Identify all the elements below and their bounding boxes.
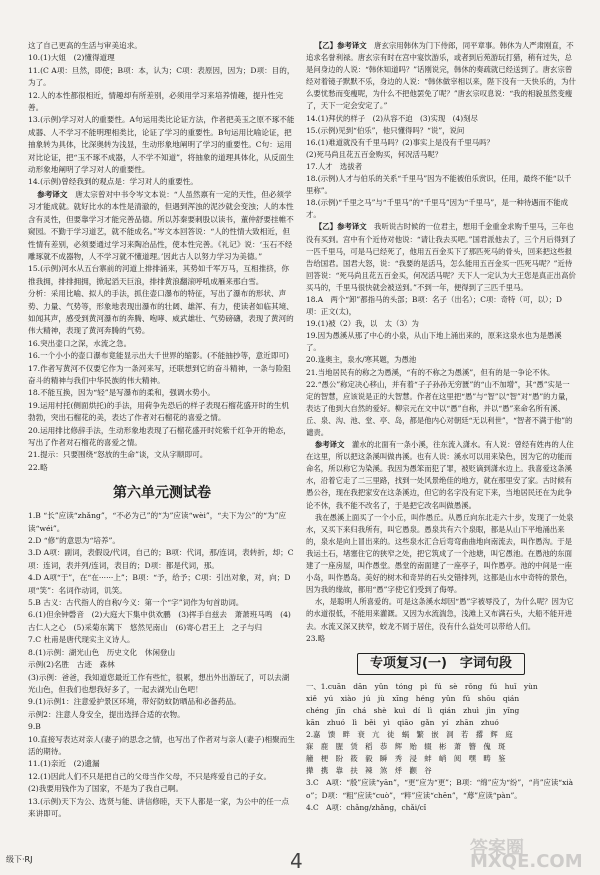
- answer-line: 这了自己更高的生活与审美追求。: [28, 41, 142, 50]
- right-answers-e: [306, 633, 576, 645]
- answer-line: 6.(1)但余钟磬音 (2)大庭大下集中供欢鹏 (3)挥手自兹去 萧萧班马鸣 (4)古仁人之心 (5)采菊东篱下 悠然见南山 (6)寄心君王上 之子与归: [28, 610, 291, 632]
- answer-line: 3.D A项：副词，表假设/代词，自己的；B项：代词，那/连词，表转折，却；C项：连词，表并列/连词，表目的；D项：都是代词，那。: [28, 548, 294, 570]
- answer-line: (3)示例：爸爸，我知道您最近工作有些忙，很累，想出外出游玩了，可以去湖光山色，但我们也想我好多了，一起去湖光山色吧！: [28, 672, 290, 694]
- answer-line: 16.一个小小的壶口瀑布竟能显示出大千世界的缩影。(不能抽抄等，意近即可): [28, 351, 289, 361]
- answer-line: 18.不能互换，因为“轻”是写瀑布的柔和，强调水势小。: [28, 388, 215, 398]
- reference-translation-4b: 我在愚溪上面买了一个小丘，叫作愚丘。从愚丘向东北走六十步，发现了一处泉水，又买下来归我所有，叫它愚泉。愚泉共有六个泉眼，都是从山下平地涌出来的，泉水是向上冒出来的。这些泉水汇合后弯弯曲曲地向南流去，叫作愚沟。于是我运土石，堵塞住它的狭窄之处，把它筑成了一个池塘，叫它愚池。在愚池的东面建了一座房屋，叫作愚堂。愚堂的南面建了一座亭子，叫作愚亭。池的中间是一座小岛，叫作愚岛。美好的树木和奇异的石头交错排列，这都是山水中奇特的景色，因为我的缘故，都用“愚”字使它们受到了侮辱。: [306, 512, 574, 595]
- answer-line: 2.嘉 馈 畔 衰 亢 徒 蜗 繁 嵌 洞 若 撂 辉 庭: [306, 730, 513, 740]
- right-answers-c: [306, 113, 576, 222]
- answer-line: 一、1.cuān dān yǔn tóng pì fú sè rǒng fú huǐ yùn: [306, 681, 538, 691]
- answer-line: 22.“愚公”称定决心移山，并有着“子子孙孙无穷匮”的“山不加增”，其“愚”实是一定的智慧，应该说是正的大智慧。作者在这里把“愚”与“智”以“智”对“愚”的力量，表达了他到大自然的爱好。柳宗元在文中以“愚”自称，并以“愚”来命名所有溪、丘、泉、沟、池、堂、亭、岛，都是他内心对朝廷“无以利世”，“智者不满于他”的谴责。: [306, 379, 573, 437]
- answer-line: 寐 鹿 腥 赁 稻 恭 辉 贻 辍 彬 萧 簪 傀 斑: [306, 742, 506, 752]
- answer-line: 5.B 古义：古代指人的自称/今义：第一个“字”词作为句首助词。: [28, 598, 244, 608]
- answer-line: 16.(1)难道就没有千里马吗？(2)事实上是没有千里马吗？: [306, 137, 494, 147]
- reference-text: 我听说古时候的一位君主，想用千金重金求购千里马，三年也没有买到。宫中有个近侍对他说：“请让我去买吧。”国君派他去了，三个月后得到了一匹千里马，可是马已经死了，他用五百金买下了那匹死马的骨头，回来把这些报告给国君。国君大怒，说：“我要的是活马，怎么能用五百金买一匹死马呢？”近侍回答说：“死马尚且花五百金买，何况活马呢？天下人一定认为大王您是真正出高价买马的，千里马很快就会被送到。”不到一年，便得到了三匹千里马。: [306, 222, 576, 292]
- watermark-logo: [470, 819, 590, 873]
- answer-line: (2)死马尚且花五百金购买，何况活马呢？: [306, 149, 443, 159]
- reference-translation-3: [306, 221, 576, 294]
- section-title-text: 专项复习(一) 字词句段: [357, 653, 525, 675]
- answer-line: 13.(示例)学习对人的重要性。A句运用类比论证方法，作者把美玉之原不琢不能成器、人不学习不能明理相类比，论证了学习的重要性。B句运用比喻论证，把抽象转为具体，比深奥转为浅显，生动形象地阐明了学习的重要性。C句：运用对比论证，把“玉不琢不成器，人不学不知道”，将抽象的道理具体化，从反面生动形象地阐明了学习对人的重要性。: [28, 115, 295, 175]
- left-top-block: [28, 40, 296, 189]
- answer-line: (2)我要用钱作为了国家，不是为了我自己啊。: [28, 784, 184, 794]
- answer-line: 18.A 两个“卸”都指马的头部；B项：名子（出名）；C项：奇特（可，以）；D项：正文(太)，: [306, 294, 562, 317]
- watermark-text: 答案圈 MXQE.COM: [470, 837, 583, 873]
- reference-translation-1: [28, 189, 296, 263]
- right-answers-f: [306, 681, 576, 814]
- answer-line: 17.作者写黄河不仅要它作为一条河来写，还联想到它的奋斗精神，一条与险阻奋斗的精神与我们中华民族的伟大精神。: [28, 363, 291, 385]
- reference-text: 唐玄宗用韩休为门下侍郎，同平章事。韩休为人严肃刚直，不追求名誉利禄。唐玄宗有时在宫中宴饮游乐，或者到后苑游玩打猎，稍有过失，总是问身边的人说：“韩休知道吗？”话刚说完，韩休的奏疏就已经送到了。唐玄宗曾经对着镜子默默不乐，身边的人说：“韩休做宰相以来，陛下没有一天快乐的，为什么要忧愁而变瘦呢，为什么不把他罢免了呢？”唐玄宗叹息说：“我的相貌虽然变瘦了，天下一定会安定了。”: [306, 41, 576, 111]
- reference-text: 灌水的北面有一条小溪，往东流入潇水。有人说：曾经有姓冉的人住在这里，所以把这条溪叫做冉溪。也有人说：溪水可以用来染色，因为它的功能而命名，所以称它为染溪。我因为愚笨而犯了罪，被贬谪到潇水边上。我喜爱这条溪水，沿着它走了二三里路，找到一处风景绝佳的地方，就在那里安了家。古时候有愚公谷，现在我把家安在这条溪边，但它的名字没有定下来，当地居民还在为此争论不休，我不能不改名了，于是把它改名叫做愚溪。: [306, 440, 574, 510]
- answer-line: 4.C A项：chǎng/zhǎng，chǎi/cǐ: [306, 802, 427, 812]
- reference-title: 参考译文: [337, 41, 367, 50]
- section-title-unit6: 第六单元测试卷: [113, 485, 211, 502]
- answer-line: 18.(示例)人才与伯乐的关系“千里马”因为不能被伯乐赏识，任用，最终不能“以千里称”。: [306, 174, 572, 196]
- answer-line: 18.(示例)“千里之马”与“千里马”的“千里马”因为“千里马”，是一种待遇而不能成才。: [306, 198, 569, 220]
- answer-line: 14.(1)拜伏的样子 (2)从容不迫 (3)实现 (4)刻尽: [306, 113, 478, 123]
- reference-translation-2: [306, 40, 576, 113]
- answer-line: 14.(示例)曾经我到的观点是：学习对人的重要性。: [28, 177, 198, 187]
- answer-line: 2.D “修”的意思为“培养”。: [28, 536, 121, 546]
- reference-translation-4c: 水，是聪明人所喜爱的。可是这条溪水却因“愚”字被辱没了，为什么呢？因为它的水道很低，不能用来灌溉。又因为水流湍急，浅滩上又布满石头，大船不能开进去。水流又深又狭窄，蛟龙不屑于居住，没有什么益处可以带给人们。: [306, 597, 574, 631]
- right-answers-d: [306, 294, 576, 439]
- reference-title: 参考译文: [314, 440, 345, 450]
- right-column: [306, 40, 576, 814]
- answer-line: 20.逢奥主，泉水/寒其题，为愚池: [306, 355, 417, 365]
- answer-line: 12.(1)因此人们不只是把自己的父母当作父母，不只是疼爱自己的子女。: [28, 771, 272, 781]
- answer-line: xiě yú xiào jú jù xīng héng yǔn fǔ shōu qián: [306, 693, 520, 703]
- answer-line: 3.C A项：“殷”应读“yān”，“更”应为“更”；B项：“绵”应为“纷”，“肖”应读“xiào”；D项：“粗”应读“cuò”，“粹”应读“chēn”，“蓐”应读“pàn”。: [306, 778, 574, 800]
- answer-line: 22.略: [28, 462, 48, 472]
- answer-line: 7.C 杜甫是唐代现实主义诗人。: [28, 635, 135, 645]
- answer-line: 15.(示例)河水从五台寨前的河道上排排涌来，其势如千军万马，互相推挤，你推我拥，排排拥拥，掀起滔天巨浪，排排黄浪翻滚呼吼成雁来那白雪。: [28, 264, 289, 286]
- answer-line: 1.B “长”应读“zhǎng”，“不必为己”的“为”应读“wèi”，“夫下为公”的“为”应读“wéi”。: [28, 511, 287, 533]
- left-answers-b: [28, 510, 296, 820]
- answer-line: 9.B: [28, 722, 41, 732]
- answer-line: 4.D A项“于”，在“在······上”；B项：“予，给予；C项：引出对象，对，向；D项“笑”：名词作动词，讥笑。: [28, 573, 291, 595]
- answer-line: 示例2：注意人身安全，提出选择合适的衣物。: [28, 709, 185, 719]
- answer-line: 8.(1)示例：湖光山色 历史文化 休闲登山: [28, 647, 176, 657]
- reference-title: 参考译文: [37, 189, 68, 199]
- reference-label: 【乙】: [314, 41, 338, 50]
- answer-line: 17.人才 选拔者: [306, 161, 363, 171]
- answer-line: chéng jīn chá shè kuì dí lì qián zhuì jìn yǐng: [306, 705, 520, 715]
- reference-title: 参考译文: [337, 222, 367, 232]
- answer-line: 9.(1)示例1：注意爱护景区环境，带好防蚊防晒品和必备药品。: [28, 697, 241, 707]
- answer-line: 23.略: [306, 633, 326, 643]
- answer-line: 19.因为愚溪从那了中心的小泉，从山下地上涌出来的，原来这泉水也为是愚溪了。: [306, 331, 562, 353]
- reference-translation-4: [306, 439, 576, 512]
- answer-line: 19.运用村托(侧面烘托)的手法，用荷争先恐后的样子表现石榴花盛开时的生机勃勃，突出石榴花的美，表达了作者对石榴花的喜爱之情。: [28, 400, 289, 423]
- reference-text: 唐太宗曾对中书令岑文本说：“人虽然禀有一定的天性，但必须学习才能成就。就好比水的本性是清澈的，但遇到浑浊的泥沙就会变浊；人的本性含有灵性，但要靠学习才能完善品德。所以苏秦要刺股以读书，董仲舒要挂帷不窥园。不勤于学习道艺，就不能成名。”岑文本回答说：“人的性情大致相近，但性情有差别，必须要通过学习来陶冶品性，使本性完善。《礼记》说：‘玉石不经雕琢就不成器物，人不学习就不懂道理。’因此古人以努力学习为美德。”: [28, 189, 294, 261]
- answer-line: 10.(1)大姐 (2)懂得道理: [28, 53, 115, 63]
- answer-line: 16.突出壶口之深，水流之急。: [28, 338, 132, 348]
- answer-line: 11.(C A项：旦然，即使；B项：本，认为；C项：表原因，因为；D项：目的，为了。: [28, 65, 295, 88]
- answer-line: 分析：采用比喻、拟人的手法，抓住壶口瀑布的特征，写出了瀑布的形状、声势、力量、气势等，形象地表现出瀑布的壮阔、雄浑、有力，使读者如临其境、如闻其声，感受到黄河瀑布的奔腾、咆哮、威武雄壮、气势磅礴，表现了黄河的伟大精神，表现了黄河奔腾的气势。: [28, 289, 294, 336]
- answer-line: 15.(示例)见到“伯乐”，他只懂得吗？“说”，说问: [306, 125, 465, 135]
- answer-line: 20.运用排比修辞手法，生动形象地表现了石榴花盛开时姹紫千红争开的艳态，写出了作者对石榴花的喜爱之情。: [28, 425, 291, 447]
- answer-line: 21.提示：只要围绕“怒放的生命”谈，文从字顺即可。: [28, 450, 208, 460]
- reference-label: 【乙】: [314, 222, 338, 232]
- answer-line: 10.直接写表达对亲人(妻子)的思念之情，也写出了作者对与亲人(妻子)相聚而生活的期待。: [28, 734, 295, 756]
- answer-line: 撵 携 靠 扶 辣 煞 烀 颧 谷: [306, 766, 432, 776]
- answer-line: 11.(1)亲近 (2)遗漏: [28, 759, 100, 769]
- answer-line: 12.人的本性都很相近，情趣却有所差别，必须用学习来培养情趣，提升性完善。: [28, 90, 284, 113]
- answer-line: 21.当地居民有的称之为愚溪，“有的不称之为愚溪”，但有的是一争论不休。: [306, 367, 555, 377]
- section-title-review: [306, 653, 576, 675]
- left-column: [28, 40, 296, 820]
- answer-line: 19.(1)被（2）我，以 太（3）为: [306, 319, 419, 329]
- answer-line: 13.(示例)天下为公、选贤与能、讲信修睦，天下人都是一家，为公中的任一点来讲即可。: [28, 796, 289, 818]
- left-answers-a: [28, 263, 296, 474]
- page-number: 4: [290, 849, 303, 874]
- grade-label: 级下·RJ: [6, 855, 33, 865]
- answer-line: kān zhuó lì běi yì qiāo gǎn yí zhān zhuó: [306, 717, 499, 727]
- answer-line: 艟 梗 盼 筱 毅 瞬 秀 浸 蚌 峭 阅 嘿 畴 鉴: [306, 754, 506, 764]
- answer-line: 示例(2)名胜 古迹 森林: [28, 660, 115, 670]
